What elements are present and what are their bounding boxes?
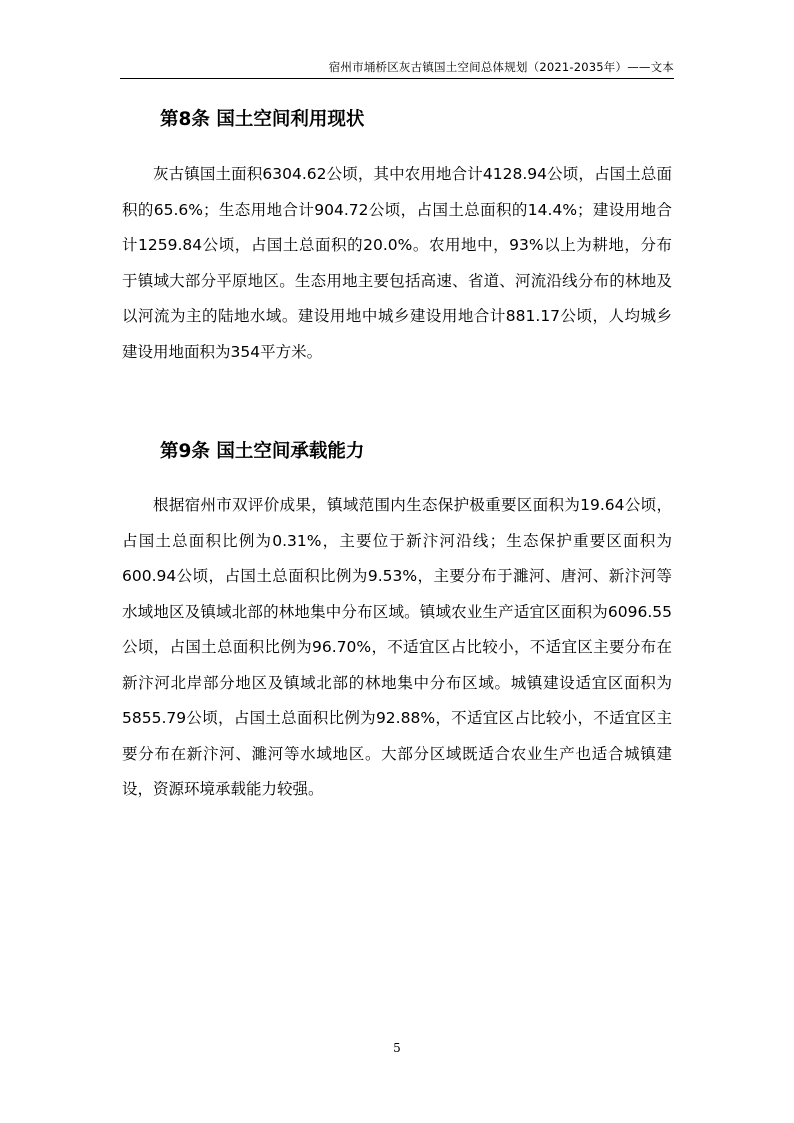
section-heading-9: 第9条 国土空间承载能力 <box>160 441 365 462</box>
section-paragraph-9: 根据宿州市双评价成果，镇域范围内生态保护极重要区面积为19.64公顷，占国土总面积比例为0.31%，主要位于新汴河沿线；生态保护重要区面积为600.94公顷，占国土总面积比例为9.53%，主要分布于濉河、唐河、新汴河等水域地区及镇域北部的林地集中分布区域。镇域农业生产适宜区面积为6096.55公顷，占国土总面积比例为96.70%，不适宜区占比较小，不适宜区主要分布在新汴河北岸部分地区及镇域北部的林地集中分布区域。城镇建设适宜区面积为5855.79公顷，占国土总面积比例为92.88%，不适宜区占比较小，不适宜区主要分布在新汴河、濉河等水域地区。大部分区域既适合农业生产也适合城镇建设，资源环境承载能力较强。 <box>122 496 672 798</box>
running-header: 宿州市埇桥区灰古镇国土空间总体规划（2021-2035年）——文本 <box>328 60 674 74</box>
section-heading-8: 第8条 国土空间利用现状 <box>160 109 365 130</box>
header-rule <box>120 78 674 79</box>
section-paragraph-8: 灰古镇国土面积6304.62公顷，其中农用地合计4128.94公顷，占国土总面积的65.6%；生态用地合计904.72公顷，占国土总面积的14.4%；建设用地合计1259.84公顷，占国土总面积的20.0%。农用地中，93%以上为耕地，分布于镇域大部分平原地区。生态用地主要包括高速、省道、河流沿线分布的林地及以河流为主的陆地水域。建设用地中城乡建设用地合计881.17公顷，人均城乡建设用地面积为354平方米。 <box>122 165 672 361</box>
page-number: 5 <box>393 1041 401 1055</box>
